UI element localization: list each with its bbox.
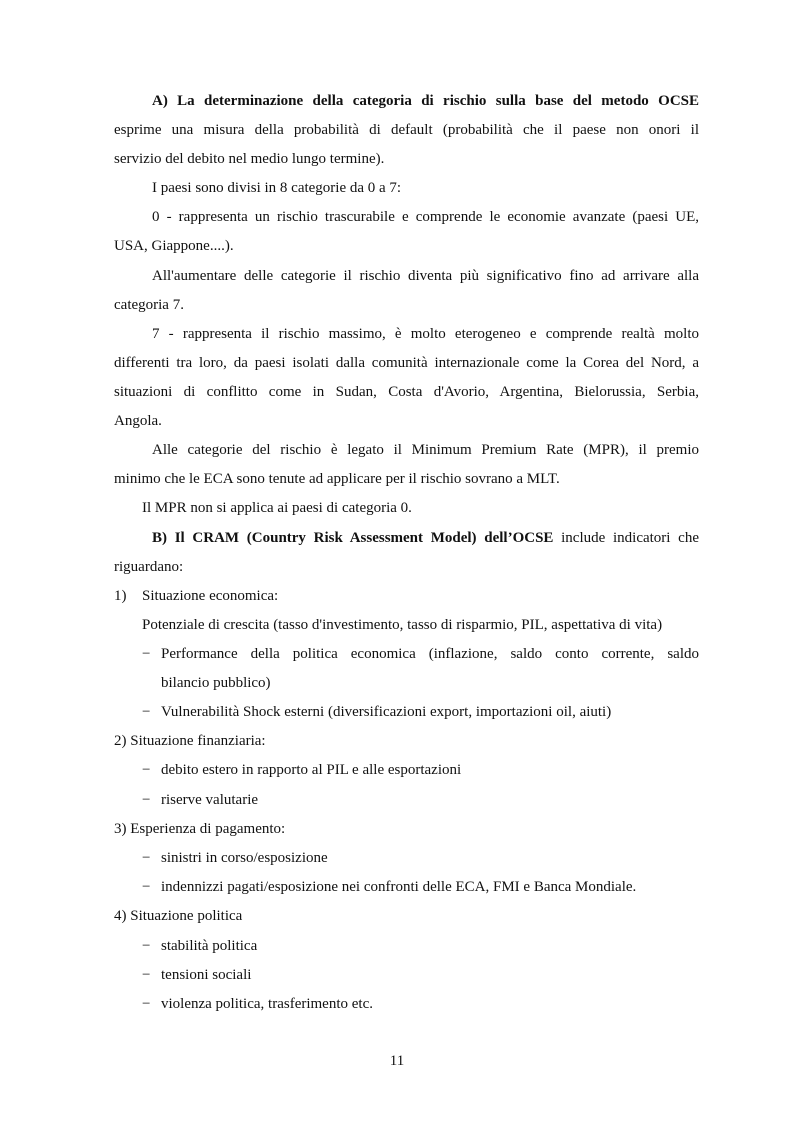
- section-b-heading-text: B) Il CRAM (Country Risk Assessment Model) dell’OCSE: [152, 530, 554, 546]
- dash-icon: −: [142, 850, 151, 866]
- bullet-text: stabilità politica: [161, 938, 258, 954]
- text-line: 7 - rappresenta il rischio massimo, è molto eterogeneo e comprende realtà molto: [152, 326, 699, 342]
- dash-icon: −: [142, 879, 151, 895]
- bullet-text: violenza politica, trasferimento etc.: [161, 996, 373, 1012]
- text-line: situazioni di conflitto come in Sudan, Costa d'Avorio, Argentina, Bielorussia, Serbia,: [114, 384, 699, 400]
- section-b-heading: [152, 529, 699, 547]
- dash-icon: −: [142, 996, 151, 1012]
- dash-icon: −: [142, 704, 151, 720]
- bullet-text: Performance della politica economica (inflazione, saldo conto corrente, saldo: [161, 646, 699, 662]
- bullet-text: riserve valutarie: [161, 792, 259, 808]
- list-title: Situazione economica:: [142, 588, 279, 604]
- text-line: Angola.: [114, 413, 162, 429]
- dash-icon: −: [142, 792, 151, 808]
- bullet-text: debito estero in rapporto al PIL e alle esportazioni: [161, 762, 462, 778]
- section-a-heading-text: A) La determinazione della categoria di rischio sulla base del metodo OCSE: [152, 93, 699, 109]
- list-title: 3) Esperienza di pagamento:: [114, 821, 286, 837]
- section-a-heading: [114, 92, 699, 110]
- text-line: 0 - rappresenta un rischio trascurabile e comprende le economie avanzate (paesi UE,: [152, 209, 699, 225]
- text-line: I paesi sono divisi in 8 categorie da 0 a 7:: [152, 180, 402, 196]
- list-title: 4) Situazione politica: [114, 908, 243, 924]
- text-line: All'aumentare delle categorie il rischio diventa più significativo fino ad arrivare alla: [152, 268, 699, 284]
- text-line: esprime una misura della probabilità di default (probabilità che il paese non onori il: [114, 122, 699, 138]
- text-line: categoria 7.: [114, 297, 184, 313]
- text-line: Alle categorie del rischio è legato il Minimum Premium Rate (MPR), il premio: [152, 442, 699, 458]
- page-number: 11: [389, 1053, 405, 1069]
- dash-icon: −: [142, 967, 151, 983]
- text-line: riguardano:: [114, 559, 184, 575]
- text-line: minimo che le ECA sono tenute ad applicare per il rischio sovrano a MLT.: [114, 471, 560, 487]
- text-line: differenti tra loro, da paesi isolati dalla comunità internazionale come la Corea del Nord, a: [114, 355, 699, 371]
- bullet-text: sinistri in corso/esposizione: [161, 850, 328, 866]
- text-line: Il MPR non si applica ai paesi di categoria 0.: [142, 500, 412, 516]
- dash-icon: −: [142, 646, 151, 662]
- bullet-text: tensioni sociali: [161, 967, 252, 983]
- list-number: 1): [114, 588, 127, 604]
- list-title: 2) Situazione finanziaria:: [114, 733, 266, 749]
- bullet-text: indennizzi pagati/esposizione nei confronti delle ECA, FMI e Banca Mondiale.: [161, 879, 637, 895]
- list-item-1: [114, 587, 699, 605]
- dash-icon: −: [142, 762, 151, 778]
- bullet-text: Vulnerabilità Shock esterni (diversificazioni export, importazioni oil, aiuti): [161, 704, 612, 720]
- text-line: servizio del debito nel medio lungo termine).: [114, 151, 385, 167]
- text-line: USA, Giappone....).: [114, 238, 234, 254]
- text-line: Potenziale di crescita (tasso d'investimento, tasso di risparmio, PIL, aspettativa di vita): [142, 617, 663, 633]
- bullet-text: bilancio pubblico): [161, 675, 271, 691]
- dash-icon: −: [142, 938, 151, 954]
- section-b-heading-tail: include indicatori che: [553, 530, 699, 546]
